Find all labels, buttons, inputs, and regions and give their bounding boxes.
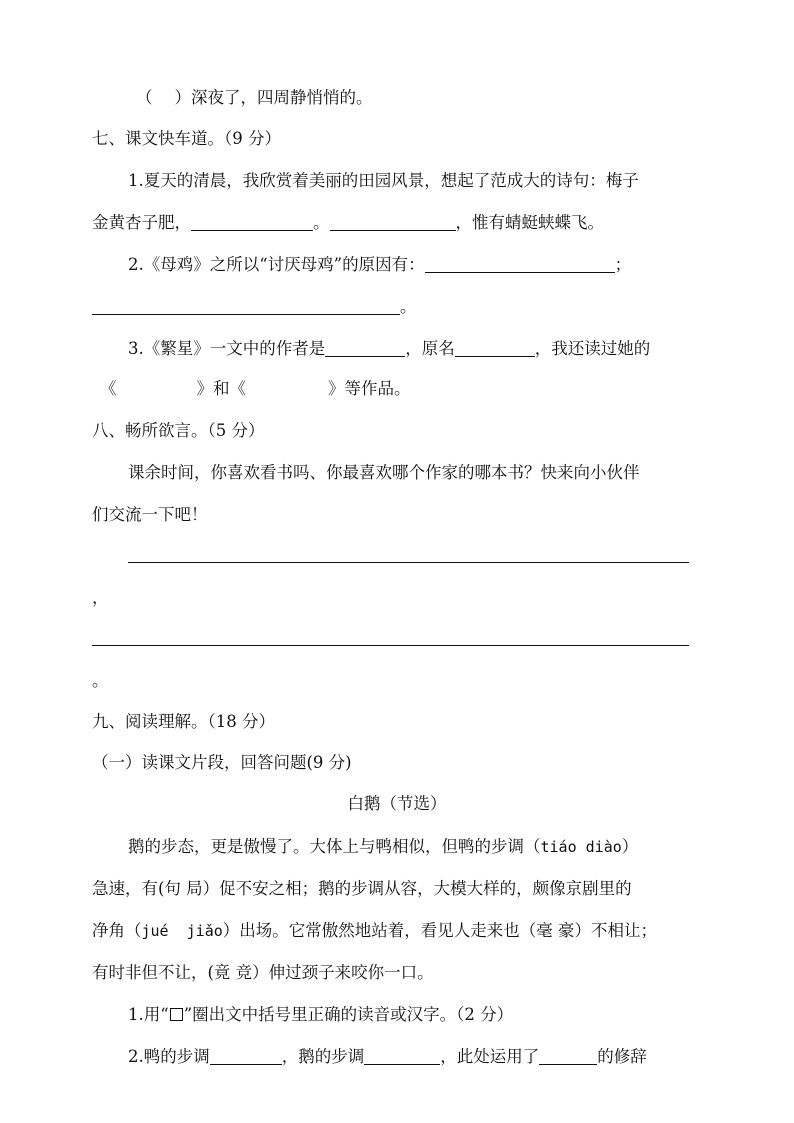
question-7-2: 2.《母鸡》之所以“讨厌母鸡”的原因有： ； <box>128 255 632 274</box>
answer-blank[interactable] <box>330 212 456 231</box>
answer-blank[interactable] <box>455 338 535 357</box>
question-7-3-cont: 《 》和《 》等作品。 <box>100 379 411 398</box>
passage-line-4: 有时非但不让，(竟 竞）伸过颈子来咬你一口。 <box>92 963 434 982</box>
answer-line[interactable] <box>92 645 689 646</box>
answer-blank[interactable] <box>425 254 615 273</box>
answer-blank[interactable] <box>191 212 313 231</box>
question-9-1: 1.用“ ”圈出文中括号里正确的读音或汉字。（2 分） <box>128 1005 514 1024</box>
question-7-1: 1.夏天的清晨，我欣赏着美丽的田园风景，想起了范成大的诗句：梅子 <box>128 171 639 190</box>
answer-line-comma: ， <box>92 588 109 607</box>
answer-blank[interactable] <box>364 1046 440 1065</box>
section-9-heading: 九、阅读理解。（18 分） <box>92 712 275 731</box>
answer-blank[interactable] <box>92 296 400 315</box>
question-7-2-cont: 。 <box>92 296 712 318</box>
passage-title: 白鹅（节选） <box>347 794 447 813</box>
passage-line-3: 净角（jué jiǎo）出场。它常傲然地站着，看见人走来也（毫 豪）不相让； <box>92 921 658 940</box>
section-8-prompt-cont: 们交流一下吧！ <box>92 505 208 524</box>
question-7-3: 3.《繁星》一文中的作者是 ，原名 ，我还读过她的 <box>128 339 651 358</box>
section-8-prompt: 课余时间，你喜欢看书吗、你最喜欢哪个作家的哪本书？快来向小伙伴 <box>128 463 640 482</box>
answer-line[interactable] <box>128 562 689 563</box>
answer-blank[interactable] <box>539 1046 597 1065</box>
line-q-deep-night: （ ）深夜了，四周静悄悄的。 <box>136 88 373 107</box>
square-icon <box>170 1008 183 1021</box>
answer-blank[interactable] <box>325 338 405 357</box>
passage-line-2: 急速，有(句 局）促不安之相；鹅的步调从容，大模大样的，颇像京剧里的 <box>92 879 632 898</box>
question-9-2: 2.鸭的步调 ，鹅的步调 ，此处运用了 的修辞 <box>128 1047 647 1066</box>
section-7-heading: 七、课文快车道。（9 分） <box>92 129 281 148</box>
part-1-heading: （一）读课文片段，回答问题(9 分) <box>92 753 352 772</box>
section-8-heading: 八、畅所欲言。（5 分） <box>92 421 265 440</box>
passage-line-1: 鹅的步态，更是傲慢了。大体上与鸭相似，但鸭的步调（tiáo diào） <box>128 837 639 856</box>
question-7-1-cont: 金黄杏子肥， 。 ，惟有蜻蜓蛱蝶飞。 <box>92 213 604 232</box>
answer-blank[interactable] <box>210 1046 282 1065</box>
answer-line-period: 。 <box>92 671 109 690</box>
